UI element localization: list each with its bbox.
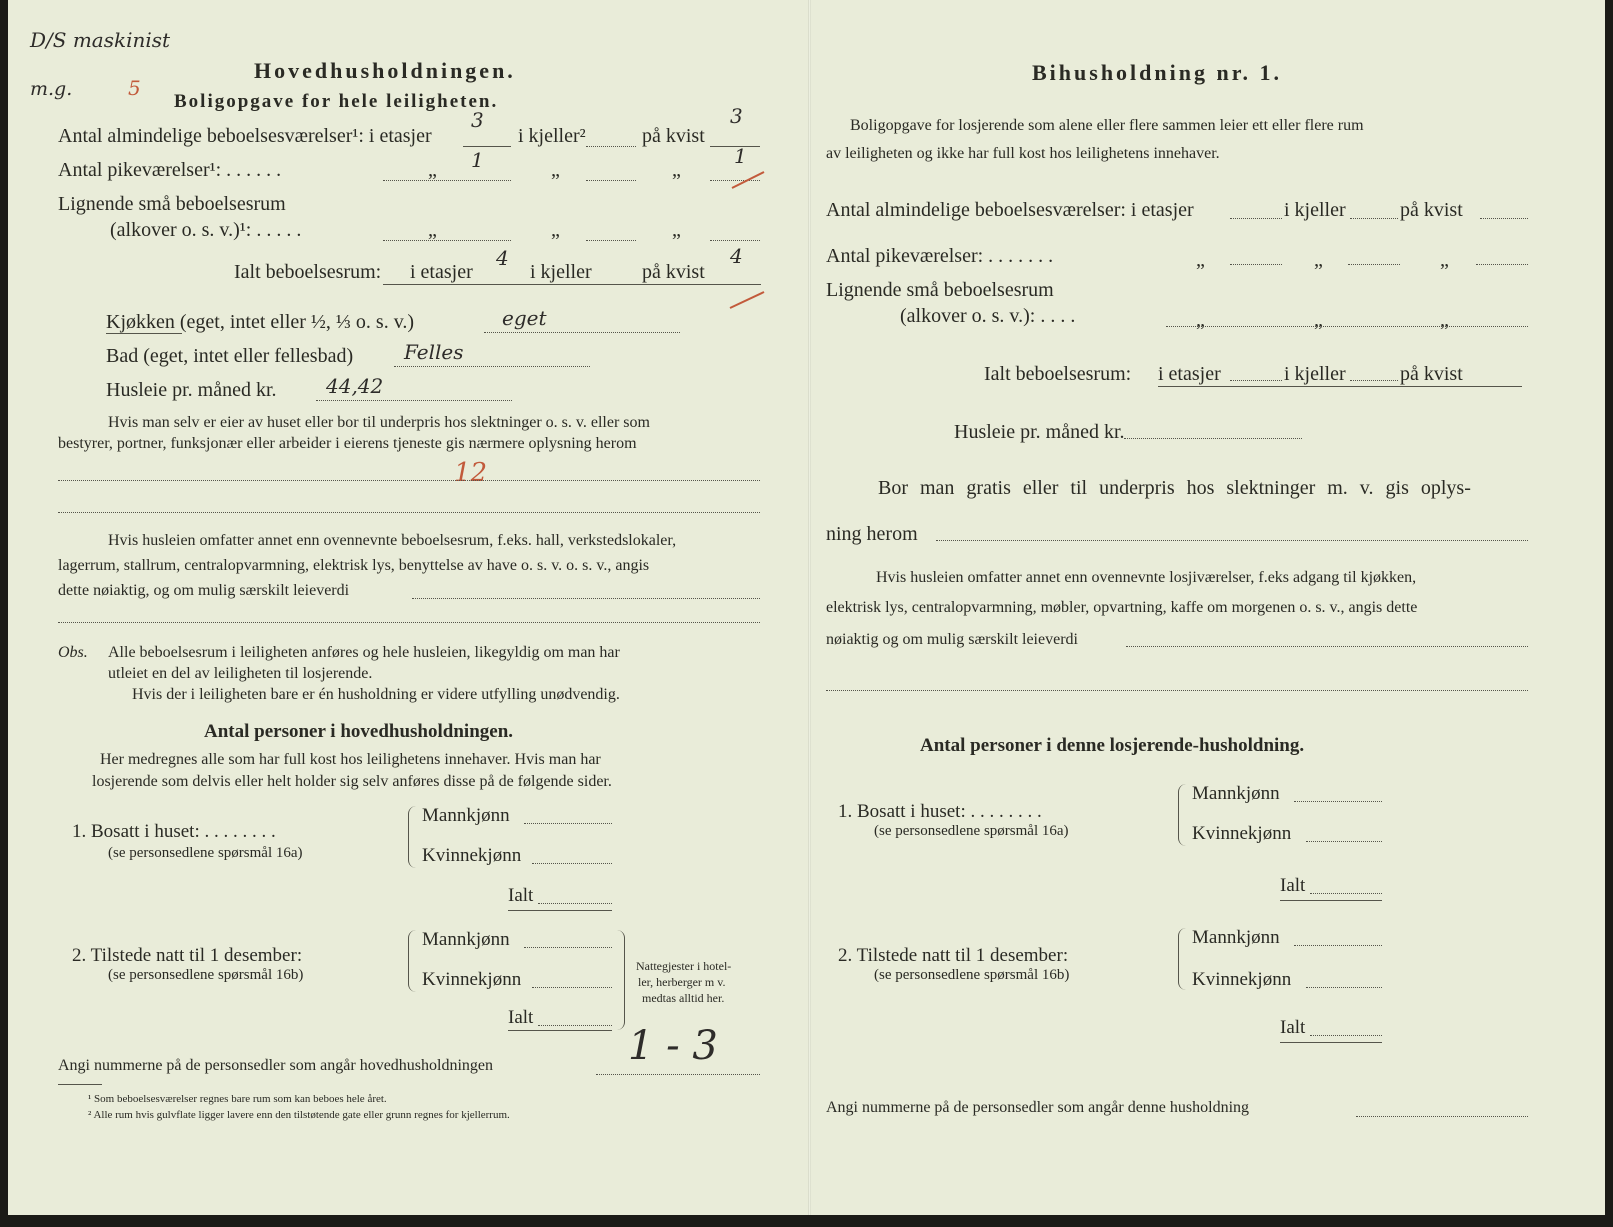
rooms-etasjer-value[interactable]: 3 [471,108,484,132]
field-line [1126,646,1528,647]
field-line [316,400,512,401]
night-guests-note-2: ler, herberger m v. [638,975,726,989]
footnote-2: ² Alle rum hvis gulvflate ligger lavere enn den tilstøtende gate eller grunn regnes for kjellerrum. [88,1109,510,1121]
field-line [1356,1116,1528,1117]
kitchen-value[interactable]: eget [502,306,547,330]
includes-text-3: dette nøiaktig, og om mulig særskilt leieverdi [58,582,350,599]
maid-etasjer-value[interactable]: 1 [471,148,484,172]
field-line [524,947,612,948]
red-check-mark [728,168,768,192]
field-line [826,690,1528,691]
bath-value[interactable]: Felles [404,340,464,364]
field-line [596,1074,760,1075]
ditto-mark: „ [1314,249,1323,271]
female-label: Kvinnekjønn [1192,823,1292,844]
kjeller-label: i kjeller [530,261,592,283]
intro-text-2: av leiligheten og ikke har full kost hos leilighetens innehaver. [826,145,1220,162]
alkover-label: (alkover o. s. v.): . . . . [900,305,1076,327]
field-line [58,622,760,623]
night-guests-note-1: Nattegjester i hotel- [636,959,732,973]
page-fold [808,0,811,1215]
ialt-rooms-label: Ialt beboelsesrum: [984,363,1132,385]
kitchen-underline [106,333,182,334]
includes-text-2: elektrisk lys, centralopvarmning, møbler, opvartning, kaffe om morgenen o. s. v., angis dette [826,599,1418,616]
gratis-text-2: ning herom [826,523,918,545]
kjeller-label: i kjeller [1284,363,1346,385]
question-2-label: 2. Tilstede natt til 1 desember: [838,945,1069,966]
female-label: Kvinnekjønn [1192,969,1292,990]
male-label: Mannkjønn [422,929,510,950]
field-line [586,180,636,181]
field-line [412,598,760,599]
total-label: Ialt [1280,875,1306,896]
persons-text-2: losjerende som delvis eller helt holder sig selv anføres disse på de følgende sider. [92,773,612,790]
gratis-text-1: Bor man gratis eller til underpris hos slektninger m. v. gis oplys- [878,477,1471,499]
rooms-label: Antal almindelige beboelsesværelser¹: i etasjer [58,125,432,147]
field-line [532,987,612,988]
question-1-label: 1. Bosatt i huset: . . . . . . . . [72,821,276,842]
bath-label: Bad (eget, intet eller fellesbad) [106,345,354,367]
kitchen-label: Kjøkken (eget, intet eller ½, ⅓ o. s. v.) [106,311,415,333]
field-line [58,480,760,481]
field-line [1294,801,1382,802]
ditto-mark: „ [551,159,560,181]
rent-label: Husleie pr. måned kr. [954,421,1125,443]
brace [614,930,625,1030]
ditto-mark: „ [672,159,681,181]
kvist-label: på kvist [1400,363,1463,385]
ditto-mark: „ [551,219,560,241]
brace [408,806,419,868]
field-line [1310,1035,1382,1036]
red-number-12: 12 [454,458,488,488]
field-line [1306,841,1382,842]
field-line [383,240,511,241]
includes-text-1: Hvis husleien omfatter annet enn ovennevnte losjiværelser, f.eks adgang til kjøkken, [876,569,1417,586]
etasjer-label: i etasjer [410,261,473,283]
includes-text-2: lagerrum, stallrum, centralopvarmning, elektrisk lys, benyttelse av have o. s. v. o. s. v., angis [58,557,650,574]
field-line [1306,987,1382,988]
margin-note-number: 5 [128,76,141,100]
field-line [1350,218,1398,219]
alkover-label: (alkover o. s. v.)¹: . . . . . [110,219,302,241]
field-line [1166,326,1528,327]
persons-title: Antal personer i hovedhusholdningen. [204,721,514,742]
field-line [538,1025,612,1026]
female-label: Kvinnekjønn [422,969,522,990]
small-rooms-label: Lignende små beboelsesrum [58,193,286,215]
field-line [1294,945,1382,946]
ditto-mark: „ [1196,309,1205,331]
kjeller-label: i kjeller [1284,199,1346,221]
obs-text-2: utleiet en del av leiligheten til losjerende. [108,665,373,682]
includes-text-1: Hvis husleien omfatter annet enn ovennevnte beboelsesrum, f.eks. hall, verkstedslokaler, [108,532,677,549]
total-underline [1280,900,1382,901]
question-2-sub: (se personsedlene spørsmål 16b) [874,967,1070,983]
field-line [1230,218,1282,219]
field-line [484,332,680,333]
field-line [1480,218,1528,219]
ialt-underline [1158,386,1522,387]
ialt-etasjer-value[interactable]: 4 [496,246,509,270]
field-line [532,863,612,864]
field-line [394,366,590,367]
ditto-mark: „ [428,219,437,241]
maid-rooms-label: Antal pikeværelser: . . . . . . . [826,245,1054,267]
numbers-label: Angi nummerne på de personsedler som angår denne husholdning [826,1099,1250,1116]
field-line [936,540,1528,541]
page-subtitle: Boligopgave for hele leiligheten. [174,91,499,112]
field-line [1124,438,1302,439]
intro-text-1: Boligopgave for losjerende som alene eller flere sammen leier ett eller flere rum [850,117,1364,134]
rooms-kvist-value[interactable]: 3 [730,104,743,128]
persons-text-1: Her medregnes alle som har full kost hos leilighetens innehaver. Hvis man har [100,751,601,768]
owner-text-2: bestyrer, portner, funksjonær eller arbeider i eierens tjeneste gis nærmere oplysning herom [58,435,637,452]
footnote-1: ¹ Som beboelsesværelser regnes bare rum som kan beboes hele året. [88,1093,387,1105]
ialt-kvist-value[interactable]: 4 [730,244,743,268]
field-line [58,512,760,513]
total-underline [1280,1042,1382,1043]
field-line [538,903,612,904]
question-1-sub: (se personsedlene spørsmål 16a) [108,845,303,861]
kjeller-label: i kjeller² [518,125,586,147]
ditto-mark: „ [672,219,681,241]
rooms-label: Antal almindelige beboelsesværelser: i etasjer [826,199,1194,221]
field-line [524,823,612,824]
field-line [710,240,760,241]
ditto-mark: „ [1440,309,1449,331]
ditto-mark: „ [1314,309,1323,331]
numbers-value[interactable]: 1 - 3 [628,1023,718,1069]
kvist-label: på kvist [642,125,705,147]
field-line [1348,264,1400,265]
ialt-underline [383,284,761,285]
obs-text-3: Hvis der i leiligheten bare er én husholdning er videre utfylling unødvendig. [132,686,620,703]
male-label: Mannkjønn [422,805,510,826]
rent-label: Husleie pr. måned kr. [106,379,277,401]
night-guests-note-3: medtas alltid her. [642,991,725,1005]
total-underline [508,1030,612,1031]
numbers-label: Angi nummerne på de personsedler som angår hovedhusholdningen [58,1057,494,1074]
sub-household-title: Bihusholdning nr. 1. [1032,60,1282,85]
field-line [1476,264,1528,265]
small-rooms-label: Lignende små beboelsesrum [826,279,1054,301]
total-label: Ialt [508,885,534,906]
rent-value[interactable]: 44,42 [326,374,384,398]
total-label: Ialt [1280,1017,1306,1038]
obs-label: Obs. [58,644,88,661]
ditto-mark: „ [1440,249,1449,271]
question-2-sub: (se personsedlene spørsmål 16b) [108,967,304,983]
census-form-sheet [8,0,1605,1215]
field-line [586,146,636,147]
etasjer-label: i etasjer [1158,363,1221,385]
persons-title: Antal personer i denne losjerende-husholdning. [920,735,1305,756]
includes-text-3: nøiaktig og om mulig særskilt leieverdi [826,631,1078,648]
field-line [1350,380,1398,381]
obs-text-1: Alle beboelsesrum i leiligheten anføres og hele husleien, likegyldig om man har [108,644,620,661]
total-underline [508,910,612,911]
question-1-sub: (se personsedlene spørsmål 16a) [874,823,1069,839]
margin-note-occupation: D/S maskinist [30,28,171,52]
ditto-mark: „ [428,159,437,181]
maid-rooms-label: Antal pikeværelser¹: . . . . . . [58,159,282,181]
red-check-mark [726,288,768,312]
page-title: Hovedhusholdningen. [254,58,516,83]
ditto-mark: „ [1196,249,1205,271]
maid-kvist-value[interactable]: 1 [734,144,747,168]
field-line [1230,380,1282,381]
owner-text-1: Hvis man selv er eier av huset eller bor til underpris hos slektninger o. s. v. eller som [108,414,650,431]
question-1-label: 1. Bosatt i huset: . . . . . . . . [838,801,1042,822]
brace [1178,784,1189,846]
brace [408,930,419,992]
field-line [463,146,511,147]
kvist-label: på kvist [1400,199,1463,221]
margin-note-mg: m.g. [30,78,73,100]
field-line [586,240,636,241]
field-line [1310,893,1382,894]
question-2-label: 2. Tilstede natt til 1 desember: [72,945,303,966]
male-label: Mannkjønn [1192,783,1280,804]
footnote-rule [58,1084,102,1085]
kvist-label: på kvist [642,261,705,283]
total-label: Ialt [508,1007,534,1028]
field-line [383,180,511,181]
female-label: Kvinnekjønn [422,845,522,866]
brace [1178,928,1189,990]
ialt-rooms-label: Ialt beboelsesrum: [234,261,382,283]
male-label: Mannkjønn [1192,927,1280,948]
field-line [1230,264,1282,265]
